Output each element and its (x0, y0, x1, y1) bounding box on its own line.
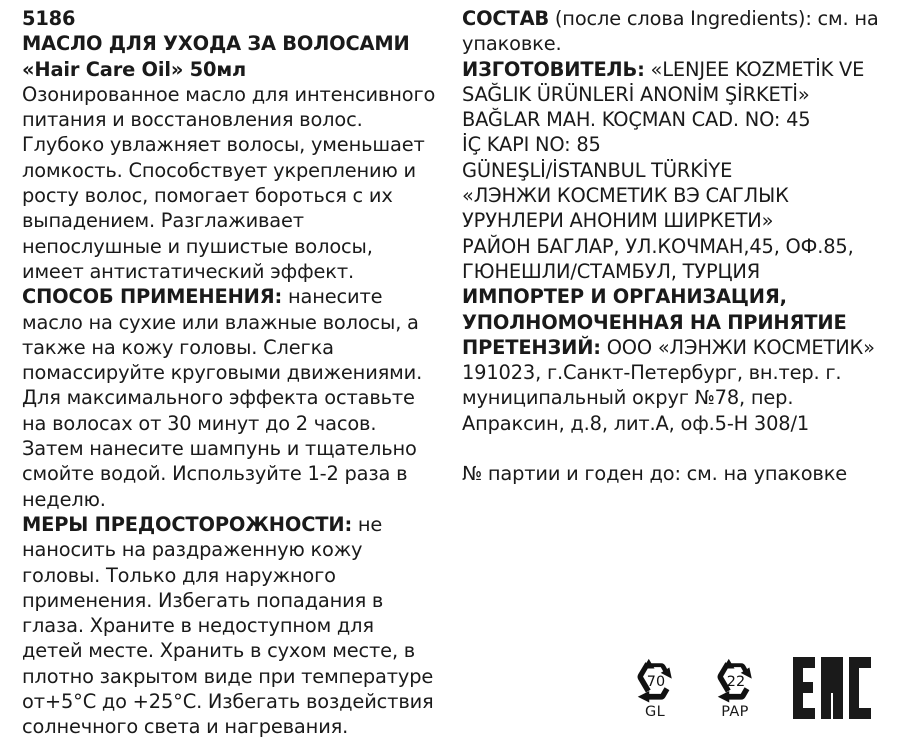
recycling-material-label: GL (645, 704, 665, 720)
manufacturer-address-tr-line2: İÇ KAPI NO: 85 (462, 133, 601, 157)
product-description: Озонированное масло для интенсивного питания и восстановления волос. Глубоко увлажняет волосы, уменьшает ломкость. Способствует укреплению и росту волос, помогает бороться с их выпадением. Разглаживает непослушные и пушистые волосы, имеет антистатический эффект. (22, 82, 436, 283)
manufacturer-address-ru-line2: ГЮНЕШЛИ/СТАМБУЛ, ТУРЦИЯ (462, 259, 761, 283)
importer-paragraph (462, 284, 892, 436)
recycling-code-text: 70 (646, 673, 666, 690)
usage-heading: СПОСОБ ПРИМЕНЕНИЯ: (22, 285, 283, 309)
importer-text: ООО «ЛЭНЖИ КОСМЕТИК» 191023, г.Санкт-Петербург, вн.тер. г. муниципальный округ №78, пер. Апраксин, д.8, лит.А, оф.5-Н 308/1 (462, 335, 875, 435)
recycling-code-text: 22 (726, 673, 746, 690)
eac-conformity-mark-icon (793, 657, 873, 719)
usage-text: нанесите масло на сухие или влажные волосы, а также на кожу головы. Слегка помассируйте круговыми движениями. Для максимального эффекта оставьте на волосах от 30 минут до 2 часов. Затем нанесите шампунь и тщательно смойте водой. Используйте 1-2 раза в неделю. (22, 285, 423, 511)
precautions-text: не наносить на раздраженную кожу головы. Только для наружного применения. Избегать попадания в глаза. Храните в недоступном для детей месте. Хранить в сухом месте, в плотно закрытом виде при температуре от+5°С до +25°С. Избегать воздействия солнечного света и нагревания. (22, 512, 434, 739)
composition-text: (после слова Ingredients): см. на упаковке. (462, 7, 879, 56)
manufacturer-address-tr-line1: BAĞLAR MAH. KOÇMAN CAD. NO: 45 (462, 108, 811, 132)
manufacturer-address-ru-line1: РАЙОН БАГЛАР, УЛ.КОЧМАН,45, ОФ.85, (462, 234, 854, 258)
product-name-en-volume: «Hair Care Oil» 50мл (22, 57, 247, 81)
paragraph-spacer (462, 436, 892, 461)
recycling-material-label: PAP (721, 704, 749, 720)
eac-mark-svg (793, 657, 873, 719)
manufacturer-heading: ИЗГОТОВИТЕЛЬ: (462, 57, 645, 81)
importer-heading: ИМПОРТЕР И ОРГАНИЗАЦИЯ, УПОЛНОМОЧЕННАЯ НА ПРИНЯТИЕ ПРЕТЕНЗИЙ: (462, 285, 847, 359)
mobius-loop-icon (631, 657, 679, 703)
manufacturer-paragraph (462, 57, 892, 108)
mobius-loop-icon (711, 657, 759, 703)
label-left-column (22, 6, 440, 740)
manufacturer-name-tr: «LENJEE KOZMETİK VE SAĞLIK ÜRÜNLERİ ANONİM ŞİRKETİ» (462, 57, 865, 106)
manufacturer-address-tr-line3: GÜNEŞLİ/İSTANBUL TÜRKİYE (462, 158, 733, 182)
recycling-symbol-glass (631, 657, 679, 720)
product-name-ru: МАСЛО ДЛЯ УХОДА ЗА ВОЛОСАМИ (22, 32, 410, 56)
product-code: 5186 (22, 7, 76, 30)
recycling-symbol-paper (711, 657, 759, 720)
precautions-paragraph (22, 512, 440, 740)
composition-heading: СОСТАВ (462, 7, 550, 30)
manufacturer-name-ru: «ЛЭНЖИ КОСМЕТИК ВЭ САГЛЫК УРУНЛЕРИ АНОНИМ ШИРКЕТИ» (462, 184, 789, 233)
usage-paragraph (22, 284, 440, 512)
composition-paragraph (462, 6, 892, 57)
batch-info: № партии и годен до: см. на упаковке (462, 462, 848, 486)
compliance-symbol-strip (628, 657, 880, 737)
label-right-column (462, 6, 892, 487)
precautions-heading: МЕРЫ ПРЕДОСТОРОЖНОСТИ: (22, 512, 353, 536)
